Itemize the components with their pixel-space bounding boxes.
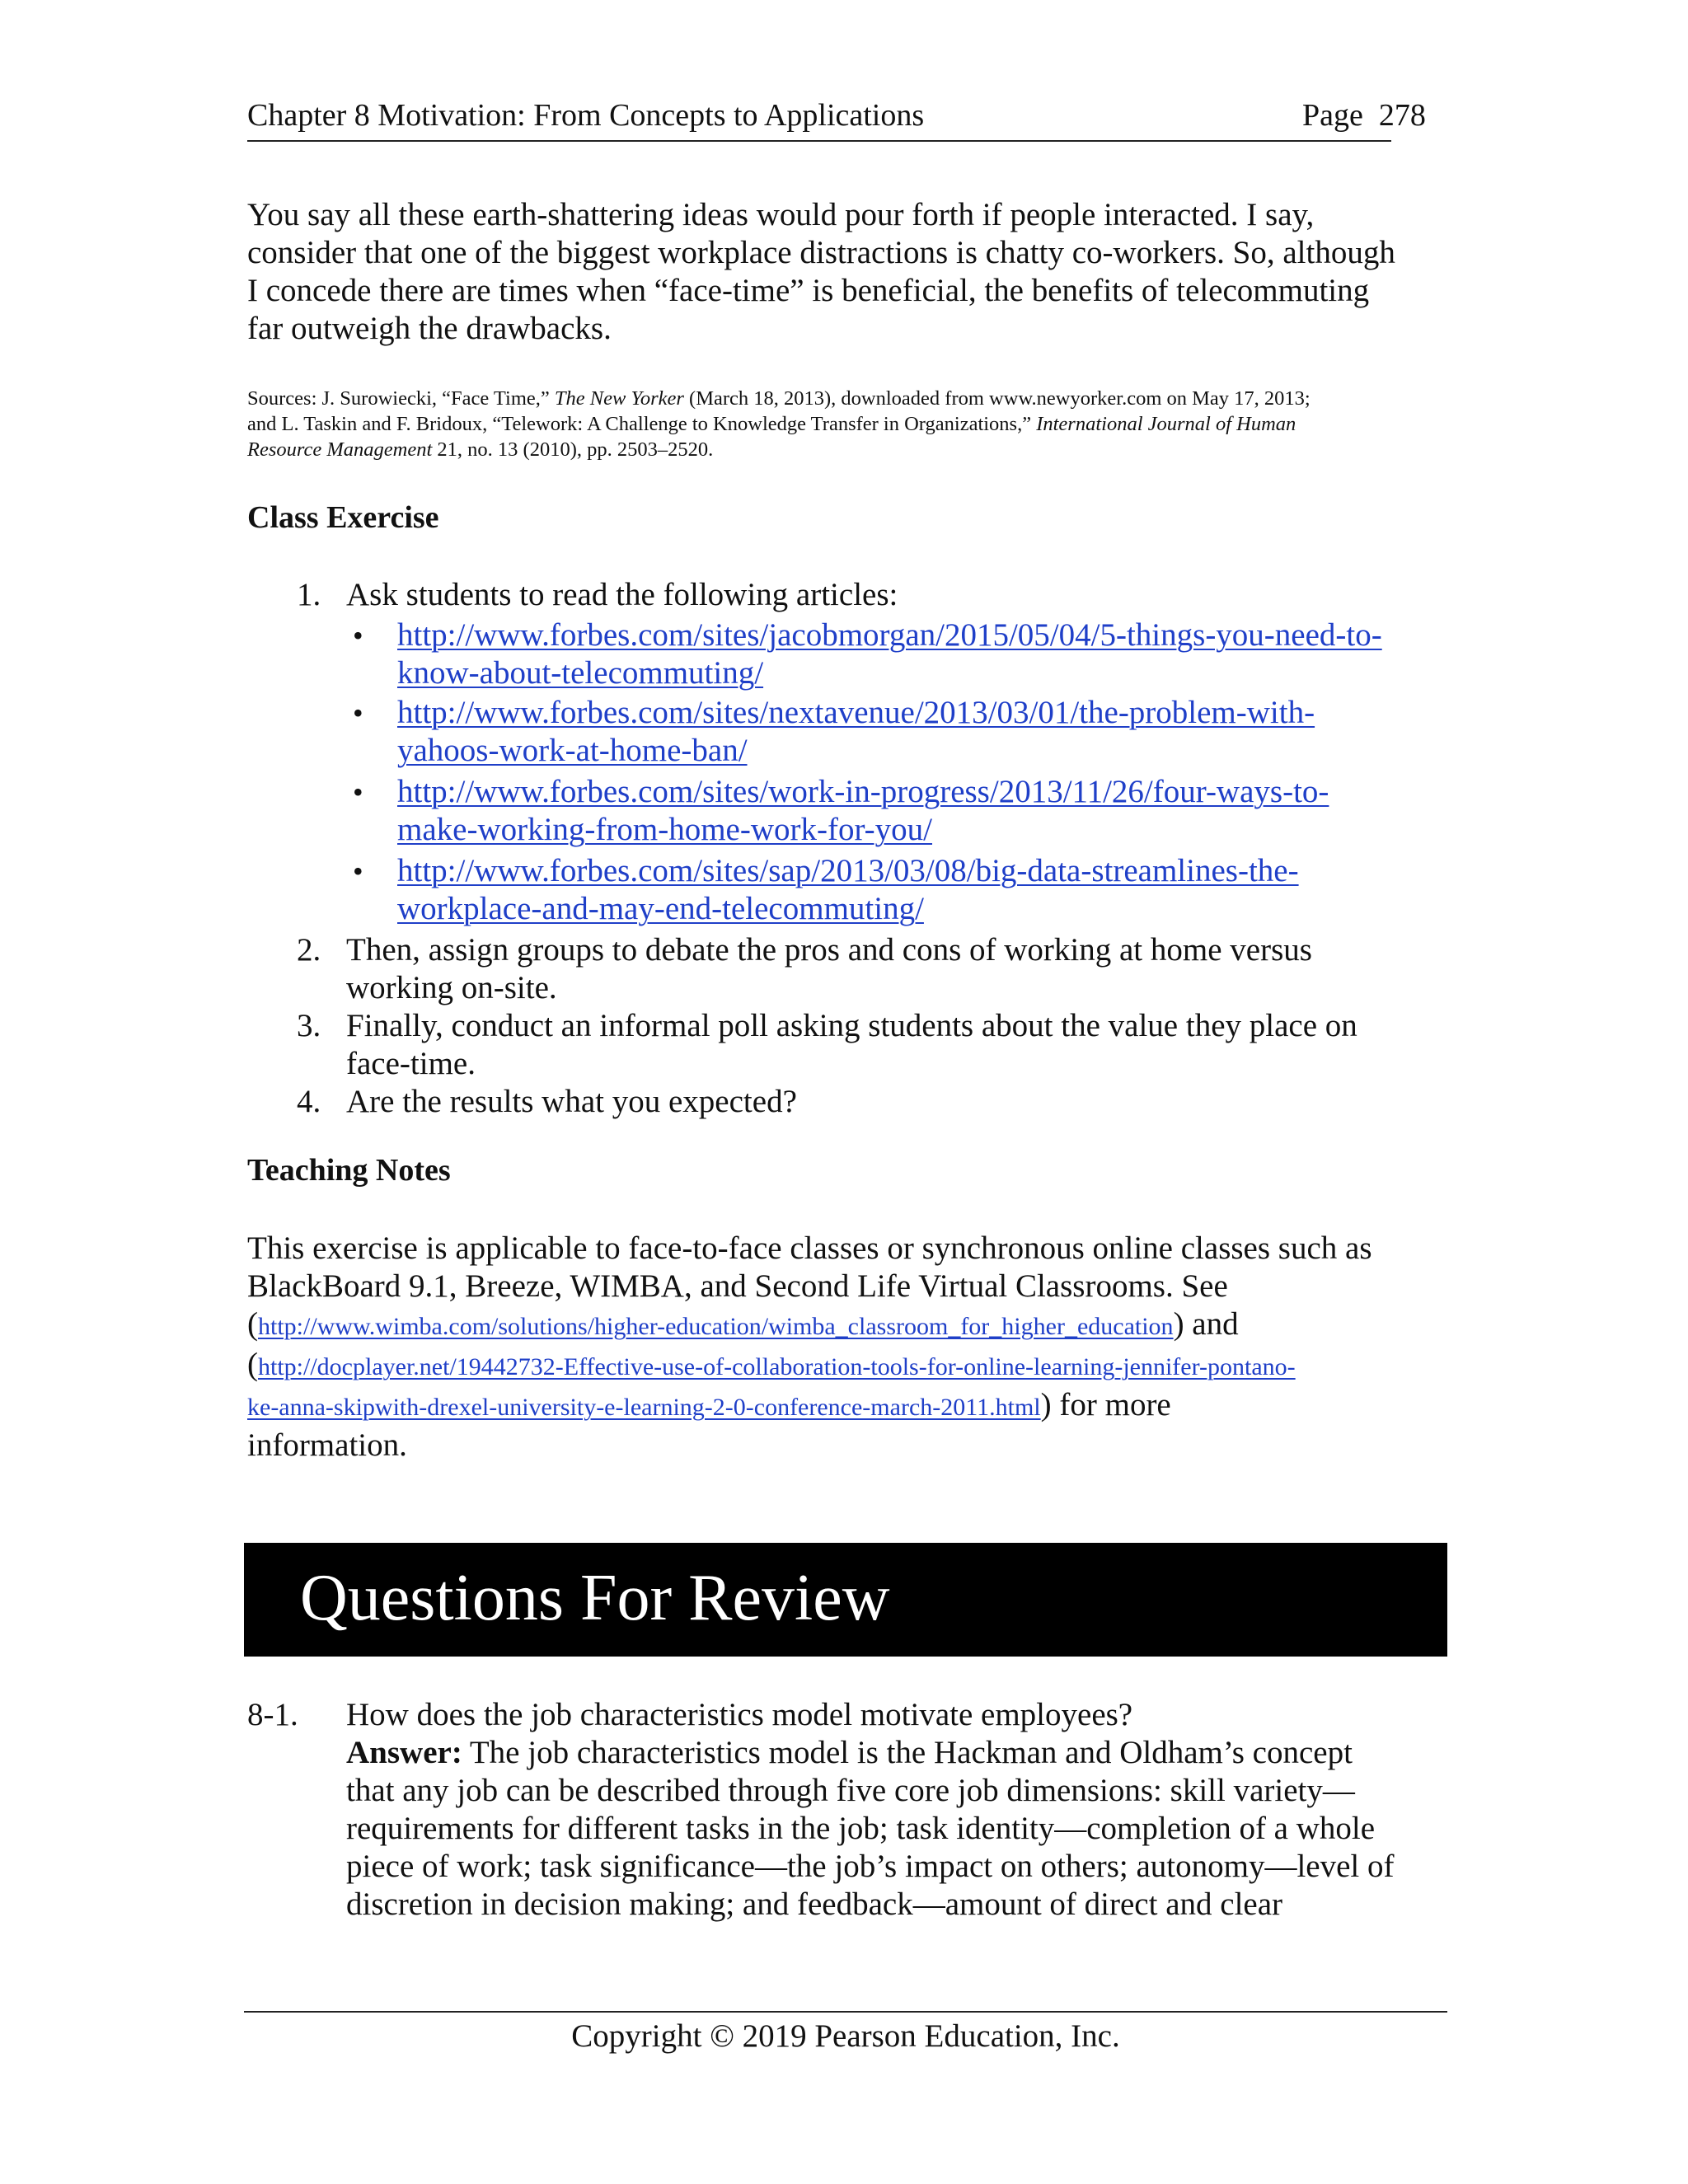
teaching-notes-paragraph bbox=[247, 1230, 1467, 1465]
list-item-text: Finally, conduct an informal poll asking students about the value they place on bbox=[346, 1008, 1357, 1043]
wimba-link[interactable]: http://www.wimba.com/solutions/higher-education/wimba_classroom_for_higher_education bbox=[258, 1313, 1174, 1340]
intro-line: I concede there are times when “face-time” is beneficial, the benefits of telecommuting bbox=[247, 273, 1370, 308]
paren: ( bbox=[247, 1306, 258, 1342]
answer-line: that any job can be described through five core job dimensions: skill variety— bbox=[346, 1773, 1355, 1808]
docplayer-link[interactable]: http://docplayer.net/19442732-Effective-use-of-collaboration-tools-for-online-learning-jennifer-pontano- bbox=[258, 1353, 1296, 1380]
teaching-line bbox=[247, 1386, 1467, 1427]
sources-text: Sources: J. Surowiecki, “Face Time,” bbox=[247, 387, 555, 410]
list-item-text: Then, assign groups to debate the pros and cons of working at home versus bbox=[346, 932, 1312, 968]
article-link-2-cont[interactable]: yahoos-work-at-home-ban/ bbox=[397, 733, 748, 768]
copyright-footer: Copyright © 2019 Pearson Education, Inc. bbox=[571, 2018, 1120, 2054]
answer-line: requirements for different tasks in the job; task identity—completion of a whole bbox=[346, 1811, 1376, 1846]
teaching-line: This exercise is applicable to face-to-face classes or synchronous online classes such as bbox=[247, 1230, 1372, 1266]
sources-line bbox=[247, 437, 1451, 462]
sources-line bbox=[247, 386, 1451, 411]
header-rule bbox=[247, 140, 1391, 142]
sources-italic: Resource Management bbox=[247, 438, 433, 461]
bullet: • bbox=[353, 619, 363, 652]
intro-line: consider that one of the biggest workplace distractions is chatty co-workers. So, although bbox=[247, 235, 1395, 270]
intro-line: You say all these earth-shattering ideas would pour forth if people interacted. I say, bbox=[247, 197, 1315, 232]
answer-text: The job characteristics model is the Hackman and Oldham’s concept bbox=[462, 1735, 1353, 1770]
article-link-3-cont[interactable]: make-working-from-home-work-for-you/ bbox=[397, 812, 933, 847]
answer-line bbox=[346, 1734, 1451, 1772]
page-indicator bbox=[1302, 97, 1426, 134]
chapter-title: Chapter 8 Motivation: From Concepts to Applications bbox=[247, 98, 925, 133]
page-number: 278 bbox=[1378, 98, 1426, 133]
teaching-line bbox=[247, 1346, 1467, 1386]
intro-paragraph bbox=[247, 196, 1451, 348]
question-text: How does the job characteristics model motivate employees? bbox=[346, 1697, 1133, 1732]
list-item-text-cont: face-time. bbox=[346, 1046, 476, 1081]
answer-label: Answer: bbox=[346, 1735, 462, 1770]
answer-line: discretion in decision making; and feedback—amount of direct and clear bbox=[346, 1886, 1283, 1922]
list-number: 1. bbox=[297, 577, 321, 612]
bullet: • bbox=[353, 855, 363, 888]
sources-italic: International Journal of Human bbox=[1036, 413, 1296, 435]
list-item-text: Are the results what you expected? bbox=[346, 1084, 797, 1119]
sources-note bbox=[247, 386, 1451, 462]
teaching-line bbox=[247, 1305, 1467, 1346]
page-label: Page bbox=[1302, 98, 1363, 133]
list-number: 3. bbox=[297, 1008, 321, 1043]
bullet: • bbox=[353, 696, 363, 729]
article-link-3[interactable]: http://www.forbes.com/sites/work-in-progress/2013/11/26/four-ways-to- bbox=[397, 774, 1329, 809]
sources-text: (March 18, 2013), downloaded from www.newyorker.com on May 17, 2013; bbox=[683, 387, 1311, 410]
docplayer-link-cont[interactable]: ke-anna-skipwith-drexel-university-e-learning-2-0-conference-march-2011.html bbox=[247, 1394, 1041, 1421]
list-number: 4. bbox=[297, 1084, 321, 1119]
article-link-2[interactable]: http://www.forbes.com/sites/nextavenue/2013/03/01/the-problem-with- bbox=[397, 695, 1315, 730]
bullet: • bbox=[353, 776, 363, 808]
sources-text: and L. Taskin and F. Bridoux, “Telework: A Challenge to Knowledge Transfer in Organizations,” bbox=[247, 413, 1037, 435]
teaching-line: information. bbox=[247, 1427, 407, 1463]
sources-line bbox=[247, 411, 1451, 437]
paren: ( bbox=[247, 1347, 258, 1382]
teaching-notes-heading: Teaching Notes bbox=[247, 1153, 451, 1188]
teaching-line: BlackBoard 9.1, Breeze, WIMBA, and Second Life Virtual Classrooms. See bbox=[247, 1268, 1228, 1304]
footer-rule bbox=[244, 2011, 1447, 2013]
page-header bbox=[247, 97, 1426, 143]
article-link-4[interactable]: http://www.forbes.com/sites/sap/2013/03/08/big-data-streamlines-the- bbox=[397, 853, 1299, 888]
article-link-1-cont[interactable]: know-about-telecommuting/ bbox=[397, 655, 764, 691]
article-link-1[interactable]: http://www.forbes.com/sites/jacobmorgan/2015/05/04/5-things-you-need-to- bbox=[397, 617, 1382, 653]
answer-block bbox=[346, 1734, 1451, 1924]
list-item-text-cont: working on-site. bbox=[346, 970, 557, 1005]
list-number: 2. bbox=[297, 932, 321, 968]
list-item-text: Ask students to read the following articles: bbox=[346, 577, 898, 612]
banner-title: Questions For Review bbox=[300, 1562, 890, 1634]
paren-text: ) and bbox=[1173, 1306, 1239, 1342]
sources-text: 21, no. 13 (2010), pp. 2503–2520. bbox=[432, 438, 714, 461]
article-link-4-cont[interactable]: workplace-and-may-end-telecommuting/ bbox=[397, 891, 924, 926]
paren-text: ) for more bbox=[1040, 1387, 1171, 1422]
questions-banner bbox=[244, 1543, 1447, 1657]
answer-line: piece of work; task significance—the job’s impact on others; autonomy—level of bbox=[346, 1849, 1395, 1884]
class-exercise-heading: Class Exercise bbox=[247, 500, 439, 535]
sources-italic: The New Yorker bbox=[554, 387, 684, 410]
intro-line: far outweigh the drawbacks. bbox=[247, 311, 612, 346]
question-number: 8-1. bbox=[247, 1697, 298, 1732]
